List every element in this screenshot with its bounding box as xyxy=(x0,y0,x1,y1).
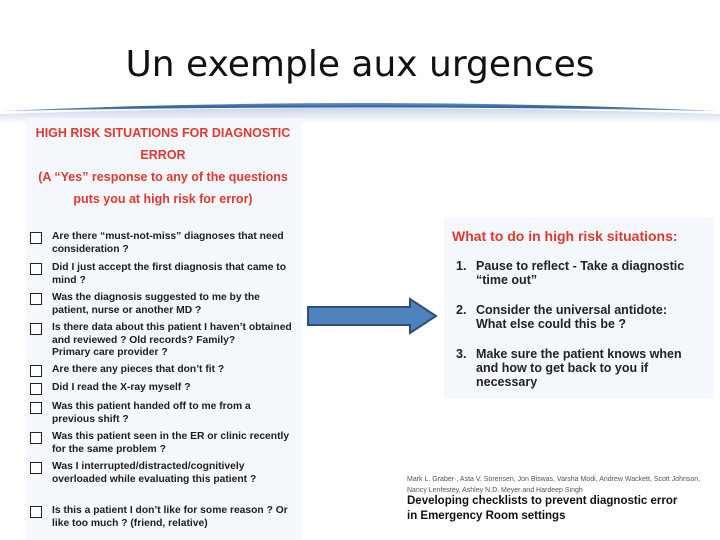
checklist-heading-line: ERROR xyxy=(140,148,186,162)
checkbox[interactable] xyxy=(30,432,42,444)
checkbox[interactable] xyxy=(30,232,42,244)
checkbox[interactable] xyxy=(30,506,42,518)
checkbox[interactable] xyxy=(30,263,42,275)
checkbox[interactable] xyxy=(30,365,42,377)
slide-title: Un exemple aux urgences xyxy=(125,44,595,85)
checkbox[interactable] xyxy=(30,293,42,305)
checkbox[interactable] xyxy=(30,323,42,335)
actions-heading: What to do in high risk situations: xyxy=(452,228,678,244)
checkbox[interactable] xyxy=(30,383,42,395)
citation-title: Developing checklists to prevent diagnostic error in Emergency Room settings xyxy=(407,495,678,522)
step-number: 3. xyxy=(456,347,467,361)
checklist-heading-line: puts you at high risk for error) xyxy=(73,192,253,206)
right-arrow-icon xyxy=(306,297,438,335)
step-number: 2. xyxy=(456,303,467,317)
checkbox[interactable] xyxy=(30,462,42,474)
checklist-heading-line: HIGH RISK SITUATIONS FOR DIAGNOSTIC xyxy=(35,126,291,140)
step-number: 1. xyxy=(456,259,467,273)
citation-authors: Mark L. Graber·, Asta V. Sorensen, Jon Biswas, Varsha Modi, Andrew Wackett, Scott Johnson, Nancy Lenfestey, Ashley N.D. Meyer and Hardeep Singh xyxy=(407,476,701,494)
checklist-heading xyxy=(28,122,298,210)
checkbox[interactable] xyxy=(30,402,42,414)
checklist-heading-line: (A “Yes” response to any of the questions xyxy=(38,170,288,184)
